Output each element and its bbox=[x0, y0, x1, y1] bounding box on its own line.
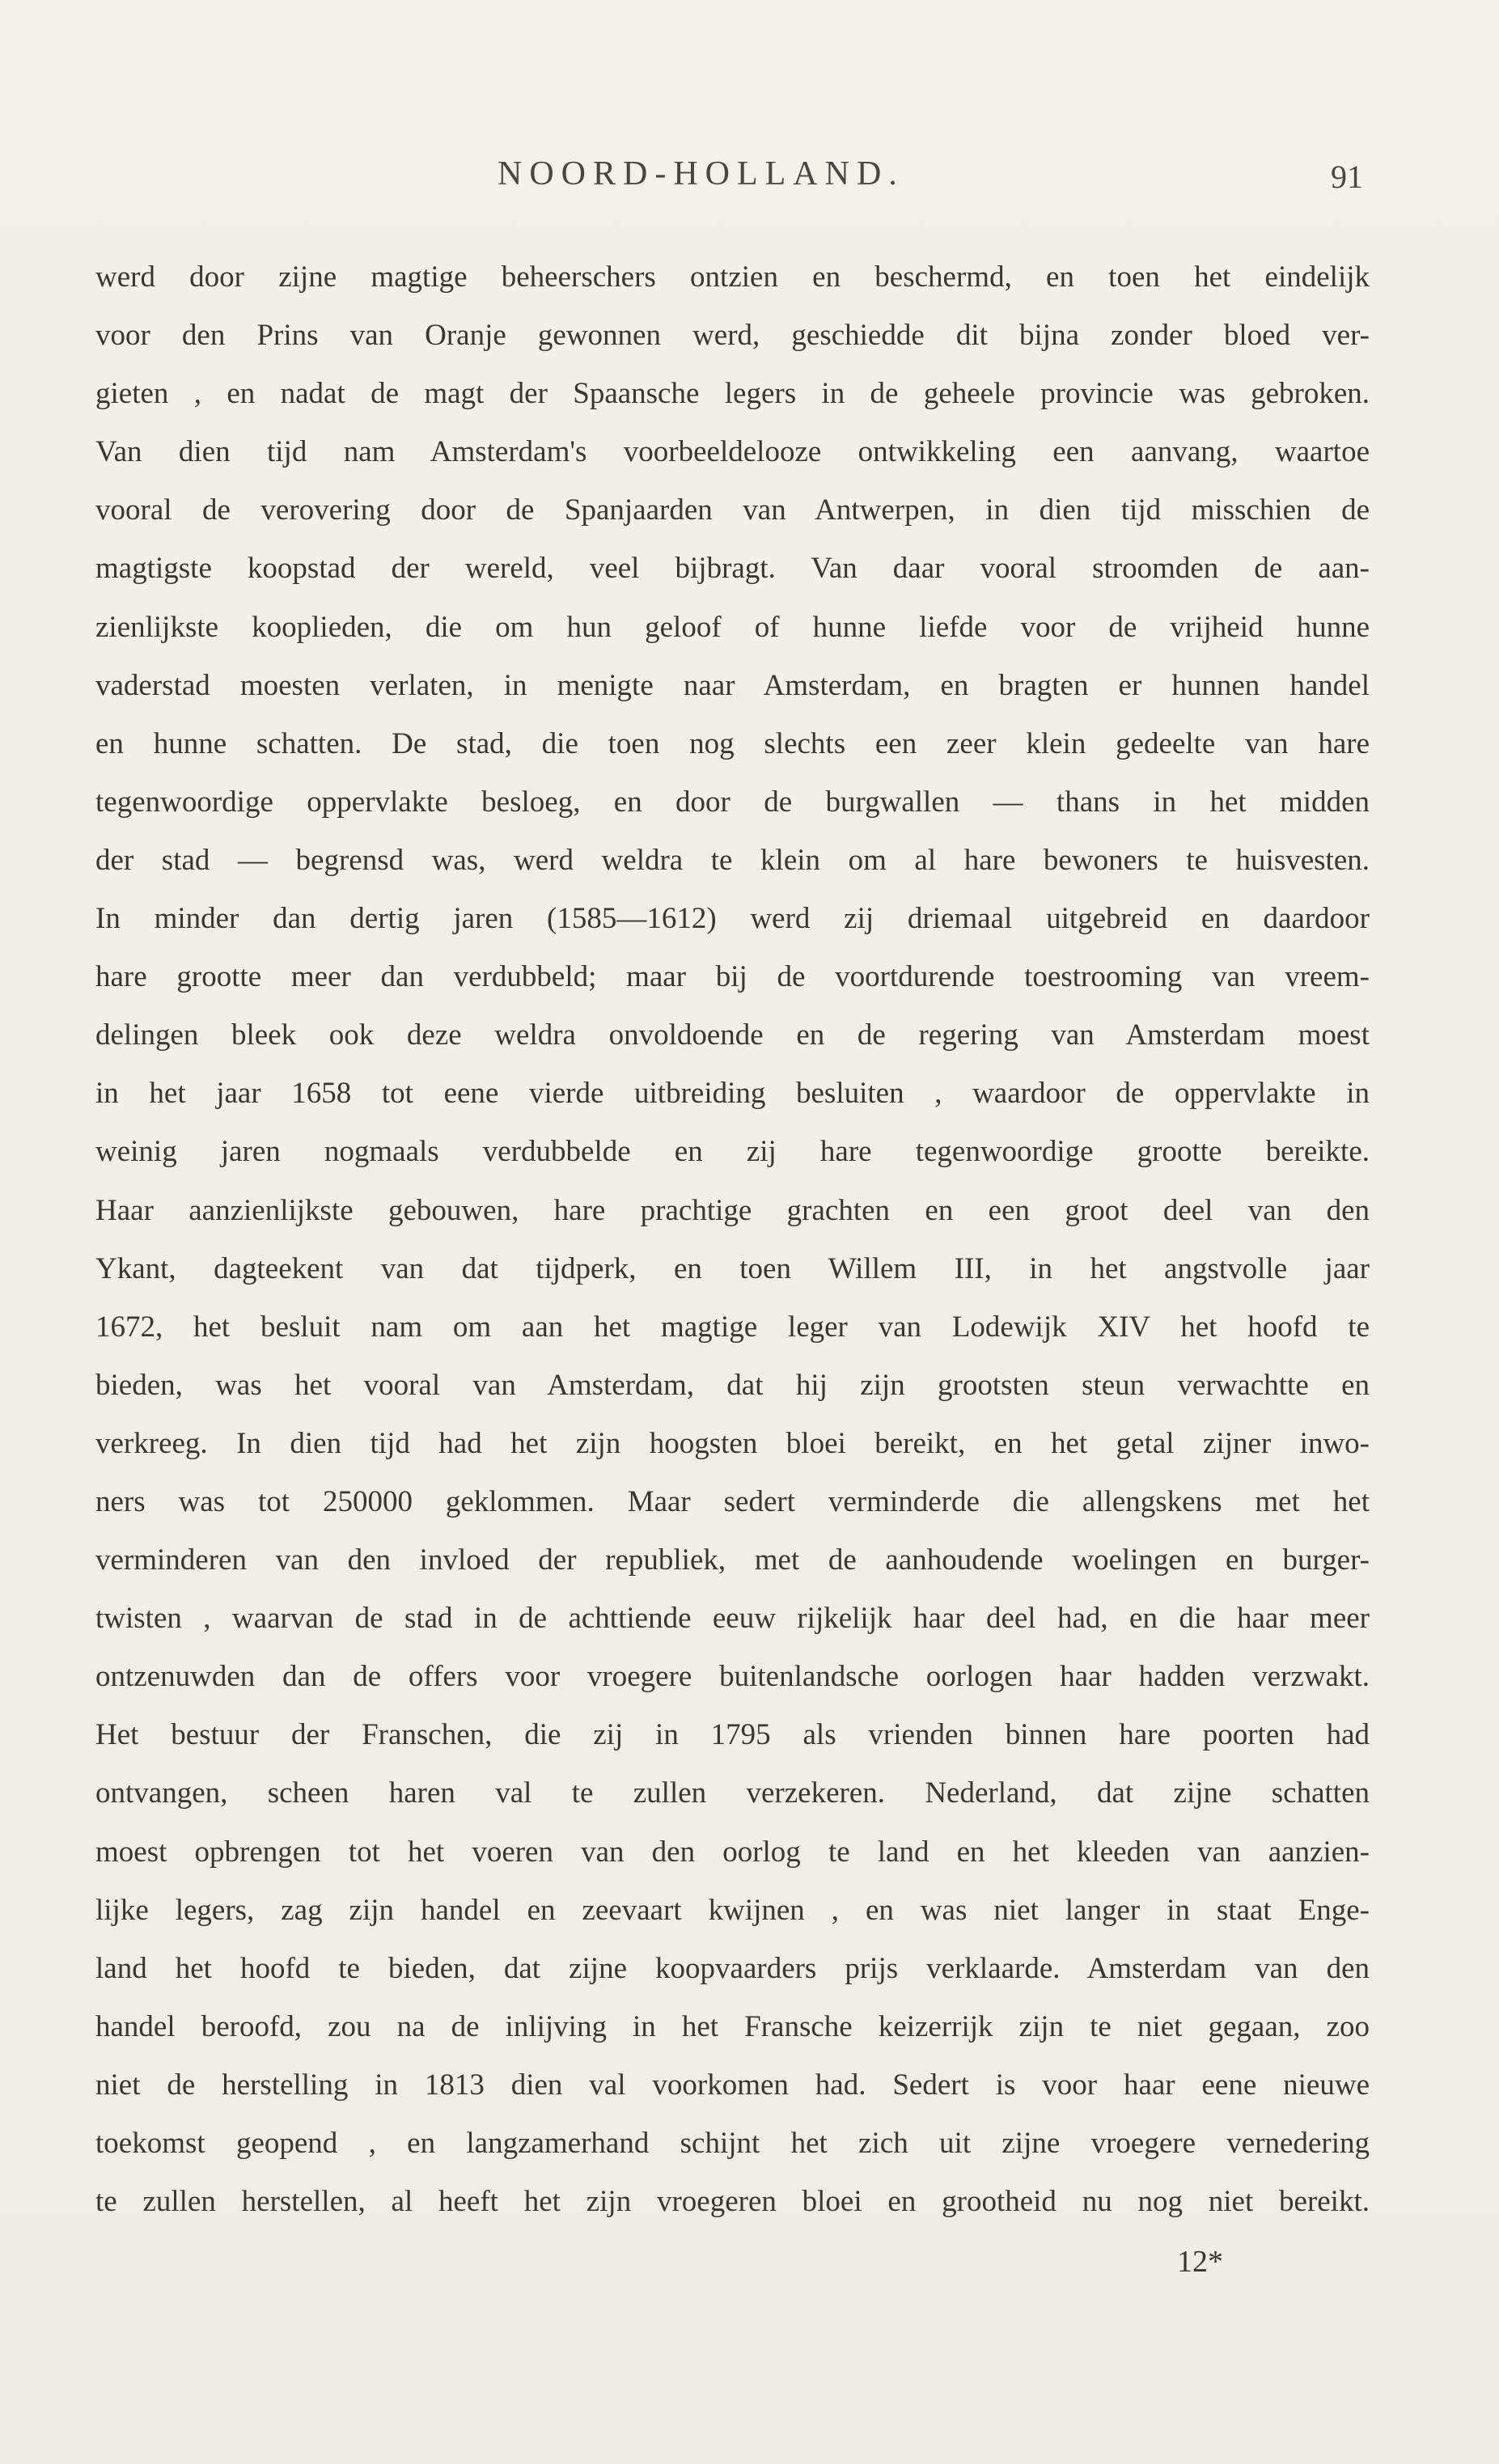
text-line: 1672, het besluit nam om aan het magtige leger van Lodewijk XIV het hoofd te bbox=[95, 1310, 1370, 1344]
text-line: toekomst geopend , en langzamerhand schijnt het zich uit zijne vroegere vernedering bbox=[95, 2127, 1370, 2160]
text-line: ontzenuwden dan de offers voor vroegere buitenlandsche oorlogen haar hadden verzwakt. bbox=[95, 1660, 1370, 1694]
text-line: en hunne schatten. De stad, die toen nog slechts een zeer klein gedeelte van hare bbox=[95, 726, 1370, 760]
text-line: ners was tot 250000 geklommen. Maar sedert verminderde die allengskens met het bbox=[95, 1484, 1370, 1518]
text-line: lijke legers, zag zijn handel en zeevaart kwijnen , en was niet langer in staat Enge- bbox=[95, 1893, 1370, 1927]
text-line: handel beroofd, zou na de inlijving in het Fransche keizerrijk zijn te niet gegaan, zoo bbox=[95, 2009, 1370, 2043]
text-line: vooral de verovering door de Spanjaarden van Antwerpen, in dien tijd misschien de bbox=[95, 493, 1370, 527]
text-line: ontvangen, scheen haren val te zullen verzekeren. Nederland, dat zijne schatten bbox=[95, 1776, 1370, 1810]
text-line: zienlijkste kooplieden, die om hun geloof of hunne liefde voor de vrijheid hunne bbox=[95, 610, 1370, 644]
page-number: 91 bbox=[1331, 159, 1363, 195]
text-line: Het bestuur der Franschen, die zij in 1795 als vrienden binnen hare poorten had bbox=[95, 1718, 1370, 1752]
text-line: Ykant, dagteekent van dat tijdperk, en toen Willem III, in het angstvolle jaar bbox=[95, 1251, 1370, 1285]
text-line: vaderstad moesten verlaten, in menigte naar Amsterdam, en bragten er hunnen handel bbox=[95, 668, 1370, 702]
text-line: bieden, was het vooral van Amsterdam, dat hij zijn grootsten steun verwachtte en bbox=[95, 1368, 1370, 1402]
text-line: voor den Prins van Oranje gewonnen werd, geschiedde dit bijna zonder bloed ver- bbox=[95, 319, 1370, 353]
body-text bbox=[95, 248, 1370, 2231]
text-line: werd door zijne magtige beheerschers ontzien en beschermd, en toen het eindelijk bbox=[95, 260, 1370, 294]
text-line: moest opbrengen tot het voeren van den oorlog te land en het kleeden van aanzien- bbox=[95, 1835, 1370, 1869]
text-line: tegenwoordige oppervlakte besloeg, en door de burgwallen — thans in het midden bbox=[95, 785, 1370, 819]
text-line: weinig jaren nogmaals verdubbelde en zij hare tegenwoordige grootte bereikte. bbox=[95, 1135, 1370, 1169]
running-head bbox=[0, 150, 1499, 198]
text-line: niet de herstelling in 1813 dien val voorkomen had. Sedert is voor haar eene nieuwe bbox=[95, 2068, 1370, 2102]
running-title: NOORD-HOLLAND. bbox=[498, 155, 904, 193]
text-line: Haar aanzienlijkste gebouwen, hare prachtige grachten en een groot deel van den bbox=[95, 1193, 1370, 1227]
text-line: land het hoofd te bieden, dat zijne koopvaarders prijs verklaarde. Amsterdam van den bbox=[95, 1951, 1370, 1985]
text-line: in het jaar 1658 tot eene vierde uitbreiding besluiten , waardoor de oppervlakte in bbox=[95, 1077, 1370, 1111]
text-line: der stad — begrensd was, werd weldra te klein om al hare bewoners te huisvesten. bbox=[95, 843, 1370, 877]
text-line: verminderen van den invloed der republiek, met de aanhoudende woelingen en burger- bbox=[95, 1543, 1370, 1577]
text-line: te zullen herstellen, al heeft het zijn vroegeren bloei en grootheid nu nog niet bereikt. bbox=[95, 2185, 1370, 2219]
text-line: delingen bleek ook deze weldra onvoldoende en de regering van Amsterdam moest bbox=[95, 1018, 1370, 1052]
text-line: In minder dan dertig jaren (1585—1612) werd zij driemaal uitgebreid en daardoor bbox=[95, 902, 1370, 936]
text-line: Van dien tijd nam Amsterdam's voorbeeldelooze ontwikkeling een aanvang, waartoe bbox=[95, 435, 1370, 469]
text-line: twisten , waarvan de stad in de achttiende eeuw rijkelijk haar deel had, en die haar meer bbox=[95, 1602, 1370, 1636]
text-line: gieten , en nadat de magt der Spaansche legers in de geheele provincie was gebroken. bbox=[95, 377, 1370, 411]
text-line: verkreeg. In dien tijd had het zijn hoogsten bloei bereikt, en het getal zijner inwo- bbox=[95, 1426, 1370, 1460]
text-line: hare grootte meer dan verdubbeld; maar bij de voortdurende toestrooming van vreem- bbox=[95, 960, 1370, 994]
signature-mark: 12* bbox=[1177, 2245, 1223, 2279]
text-line: magtigste koopstad der wereld, veel bijbragt. Van daar vooral stroomden de aan- bbox=[95, 552, 1370, 586]
